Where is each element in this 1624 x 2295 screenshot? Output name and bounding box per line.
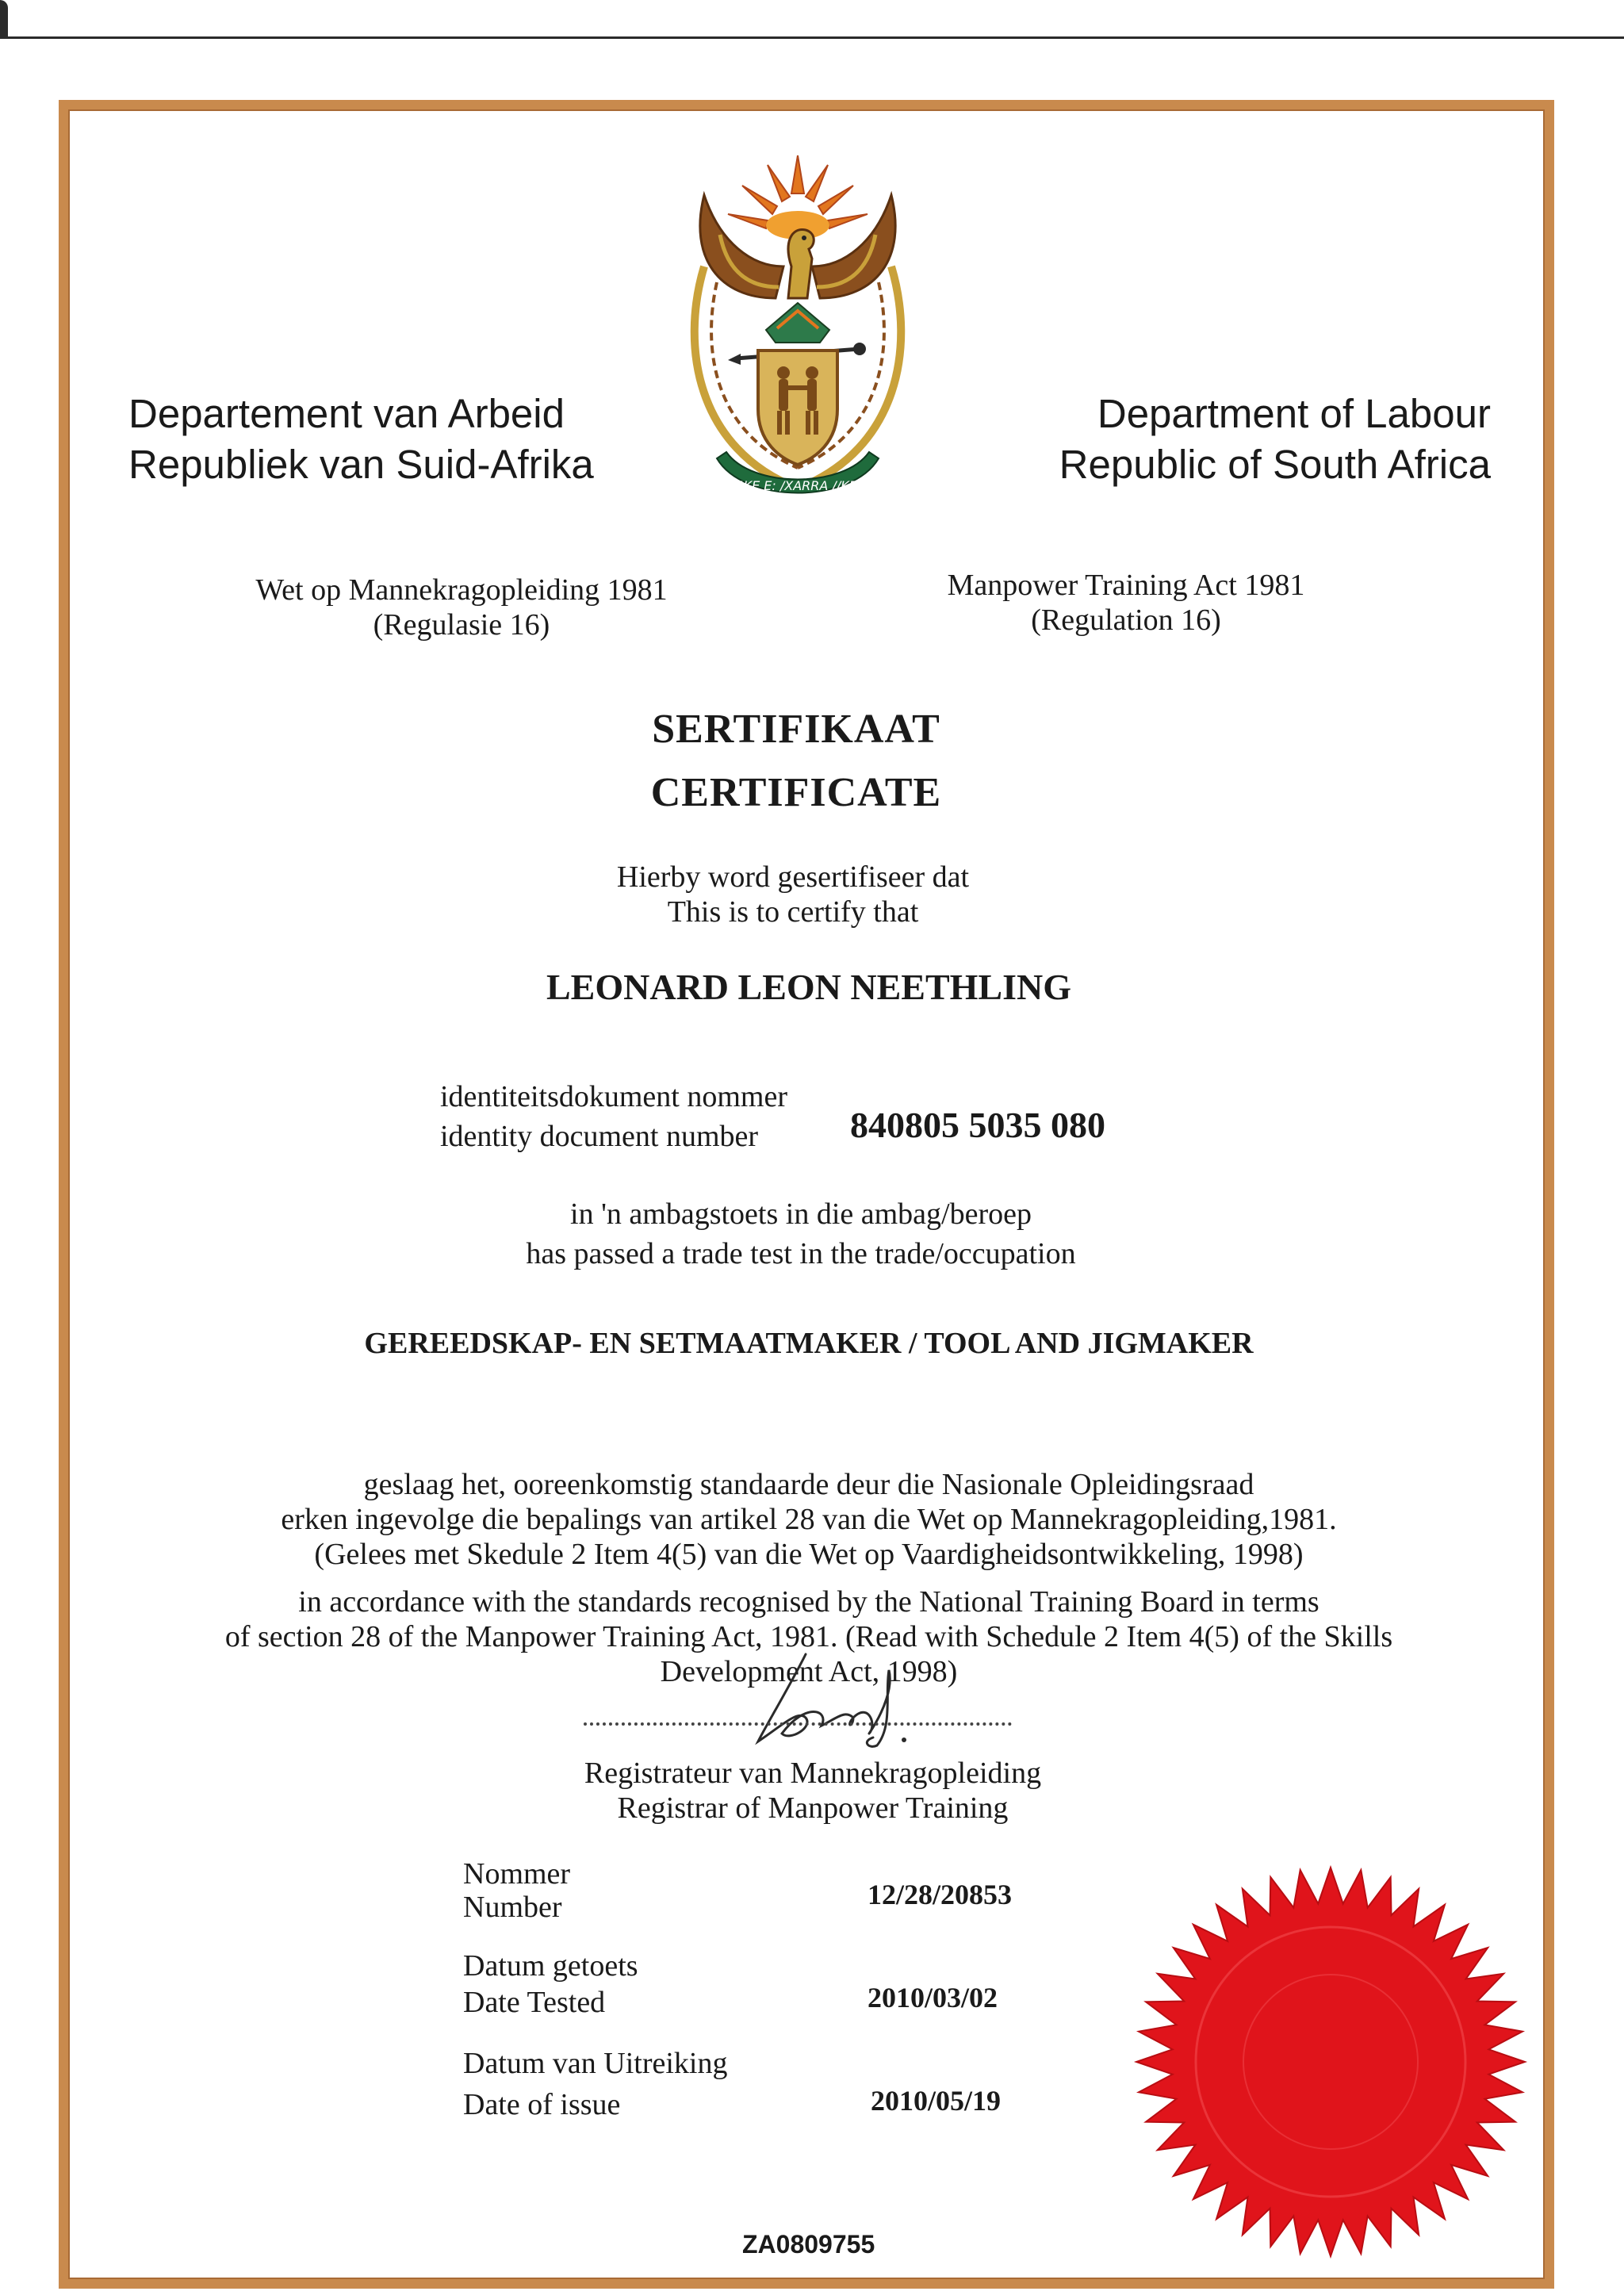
republic-name-en: Republic of South Africa xyxy=(1059,442,1491,487)
title-en: CERTIFICATE xyxy=(650,770,942,815)
signature-line xyxy=(584,1722,1012,1726)
registrar-signature xyxy=(734,1638,940,1757)
body-af-line2: erken ingevolge die bepalings van artikel 28 van die Wet op Mannekragopleiding,1981. xyxy=(281,1503,1337,1536)
registrar-af: Registrateur van Mannekragopleiding xyxy=(584,1757,1042,1790)
dept-name-en: Department of Labour xyxy=(1097,391,1491,436)
issue-label-block xyxy=(463,2043,727,2125)
certificate-title xyxy=(558,698,1034,825)
scan-edge-line xyxy=(0,36,1624,39)
trade-intro-af: in 'n ambagstoets in die ambag/beroep xyxy=(570,1197,1032,1231)
body-en-line3: Development Act, 1998) xyxy=(660,1655,958,1688)
number-label-af: Nommer xyxy=(463,1857,571,1891)
number-value: 12/28/20853 xyxy=(868,1879,1013,1910)
id-label-en: identity document number xyxy=(440,1120,759,1153)
act-af-block xyxy=(224,573,699,642)
crest-motto: !KE E: /XARRA //KE xyxy=(738,478,857,493)
holder-name: LEONARD LEON NEETHLING xyxy=(546,967,1071,1007)
tested-value: 2010/03/02 xyxy=(868,1982,998,2013)
body-en-line2: of section 28 of the Manpower Training Act, 1981. (Read with Schedule 2 Item 4(5) of the Skills xyxy=(224,1620,1393,1653)
body-af-line3: (Gelees met Skedule 2 Item 4(5) van die Wet op Vaardigheidsontwikkeling, 1998) xyxy=(314,1538,1304,1571)
id-label-af: identiteitsdokument nommer xyxy=(440,1080,787,1113)
act-name-en: Manpower Training Act 1981 xyxy=(947,569,1305,602)
certify-en: This is to certify that xyxy=(667,895,919,929)
republic-name-af: Republiek van Suid-Afrika xyxy=(128,442,594,487)
title-af: SERTIFIKAAT xyxy=(652,707,940,752)
dept-en-block xyxy=(944,389,1491,490)
id-number: 840805 5035 080 xyxy=(850,1105,1105,1145)
tested-label-en: Date Tested xyxy=(463,1986,606,2019)
scan-corner-mark xyxy=(0,0,8,38)
id-label-block xyxy=(440,1077,852,1156)
issue-label-af: Datum van Uitreiking xyxy=(463,2047,728,2080)
trade-name: GEREEDSKAP- EN SETMAATMAKER / TOOL AND JIGMAKER xyxy=(364,1327,1254,1360)
dept-name-af: Departement van Arbeid xyxy=(128,391,565,436)
trade-intro-block xyxy=(444,1194,1158,1274)
registrar-en: Registrar of Manpower Training xyxy=(617,1791,1009,1825)
issue-value: 2010/05/19 xyxy=(871,2085,1002,2117)
number-label-en: Number xyxy=(463,1891,562,1924)
body-af-block xyxy=(159,1467,1459,1572)
body-af-line1: geslaag het, ooreenkomstig standaarde deur die Nasionale Opleidingsraad xyxy=(363,1468,1254,1501)
regulation-en: (Regulation 16) xyxy=(1031,603,1221,637)
number-label-block xyxy=(463,1857,570,1924)
registrar-block xyxy=(555,1756,1071,1826)
trade-intro-en: has passed a trade test in the trade/occupation xyxy=(526,1237,1076,1270)
act-en-block xyxy=(904,568,1348,638)
certify-block xyxy=(555,860,1031,929)
red-seal-icon xyxy=(1132,1864,1529,2260)
body-en-line1: in accordance with the standards recognised by the National Training Board in terms xyxy=(298,1585,1320,1619)
regulation-af-label: (Regulasie 16) xyxy=(373,608,550,642)
tested-label-af: Datum getoets xyxy=(463,1949,638,1983)
tested-label-block xyxy=(463,1948,638,2021)
certify-af: Hierby word gesertifiseer dat xyxy=(616,860,970,894)
coat-of-arms-icon xyxy=(672,148,923,512)
act-name-af: Wet op Mannekragopleiding 1981 xyxy=(255,573,668,607)
dept-af-block xyxy=(128,389,684,490)
serial-number: ZA0809755 xyxy=(742,2230,875,2259)
issue-label-en: Date of issue xyxy=(463,2088,621,2121)
